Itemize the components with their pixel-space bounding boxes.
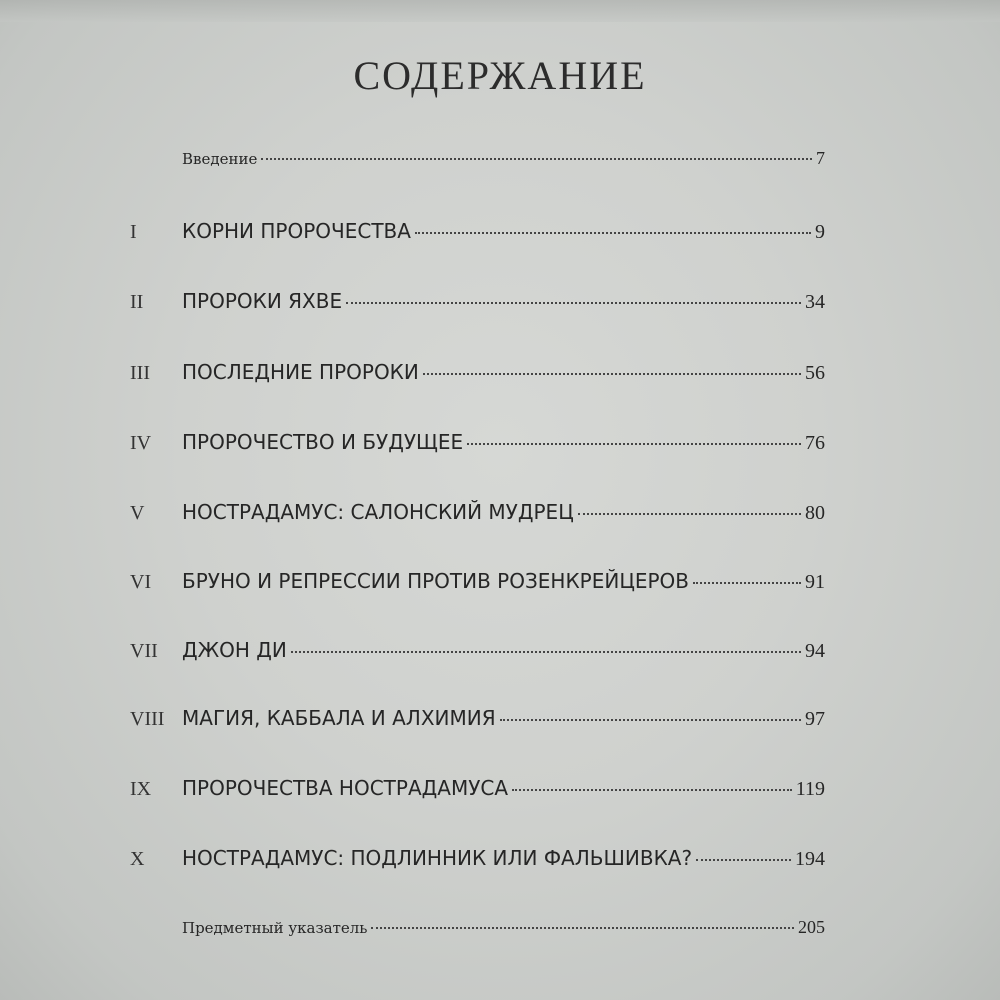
chapter-number: X [130,848,145,870]
leader-dots [346,302,801,304]
leader-dots [500,719,801,721]
toc-entry-page: 205 [798,917,825,937]
toc-entry-label: ПРОРОЧЕСТВО И БУДУЩЕЕ [182,430,464,454]
leader-dots [415,232,811,234]
toc-entry-page: 7 [816,148,825,168]
toc-entry-intro [182,148,825,169]
chapter-number: VI [130,571,152,593]
toc-entry-label: Предметный указатель [182,919,368,937]
toc-entry-page: 56 [805,362,825,384]
toc-entry-page: 34 [805,291,825,313]
leader-dots [261,158,812,160]
toc-entry-page: 94 [805,640,825,662]
toc-entry-label: НОСТРАДАМУС: САЛОНСКИЙ МУДРЕЦ [182,500,574,524]
toc-entry-chapter-8 [130,706,825,731]
toc-entry-page: 194 [795,848,825,870]
toc-entry-label: ПРОРОКИ ЯХВЕ [182,289,343,313]
toc-entry-page: 119 [795,778,825,800]
leader-dots [371,927,794,929]
leader-dots [423,373,801,375]
leader-dots [696,859,791,861]
leader-dots [578,513,801,515]
toc-entry-page: 91 [805,571,825,593]
leader-dots [693,582,801,584]
toc-entry-label: НОСТРАДАМУС: ПОДЛИННИК ИЛИ ФАЛЬШИВКА? [182,846,693,870]
toc-entry-label: БРУНО И РЕПРЕССИИ ПРОТИВ РОЗЕНКРЕЙЦЕРОВ [182,569,690,593]
toc-entry-chapter-5 [130,500,825,525]
chapter-number: IX [130,778,152,800]
chapter-number: III [130,362,150,384]
toc-entry-label: ПОСЛЕДНИЕ ПРОРОКИ [182,360,419,384]
toc-entry-index [182,917,825,938]
toc-entry-label: КОРНИ ПРОРОЧЕСТВА [182,219,411,243]
leader-dots [467,443,801,445]
leader-dots [291,651,801,653]
toc-entry-label: ДЖОН ДИ [182,638,287,662]
toc-entry-chapter-3 [130,360,825,385]
toc-entry-page: 76 [805,432,825,454]
toc-entry-chapter-6 [130,569,825,594]
leader-dots [512,789,792,791]
table-of-contents [130,0,830,1000]
toc-entry-label: Введение [182,150,258,168]
toc-entry-chapter-4 [130,430,825,455]
page-title: СОДЕРЖАНИЕ [353,53,647,98]
toc-entry-chapter-10 [130,846,825,871]
toc-entry-label: ПРОРОЧЕСТВА НОСТРАДАМУСА [182,776,509,800]
toc-entry-page: 9 [815,221,825,243]
toc-entry-chapter-2 [130,289,825,314]
chapter-number: VIII [130,708,165,730]
toc-entry-chapter-1 [130,219,825,244]
chapter-number: VII [130,640,158,662]
chapter-number: IV [130,432,152,454]
toc-entry-label: МАГИЯ, КАББАЛА И АЛХИМИЯ [182,706,496,730]
chapter-number: V [130,502,145,524]
toc-entry-chapter-9 [130,776,825,801]
chapter-number: II [130,291,144,313]
chapter-number: I [130,221,137,243]
toc-entry-chapter-7 [130,638,825,663]
toc-entry-page: 80 [805,502,825,524]
toc-entry-page: 97 [805,708,825,730]
